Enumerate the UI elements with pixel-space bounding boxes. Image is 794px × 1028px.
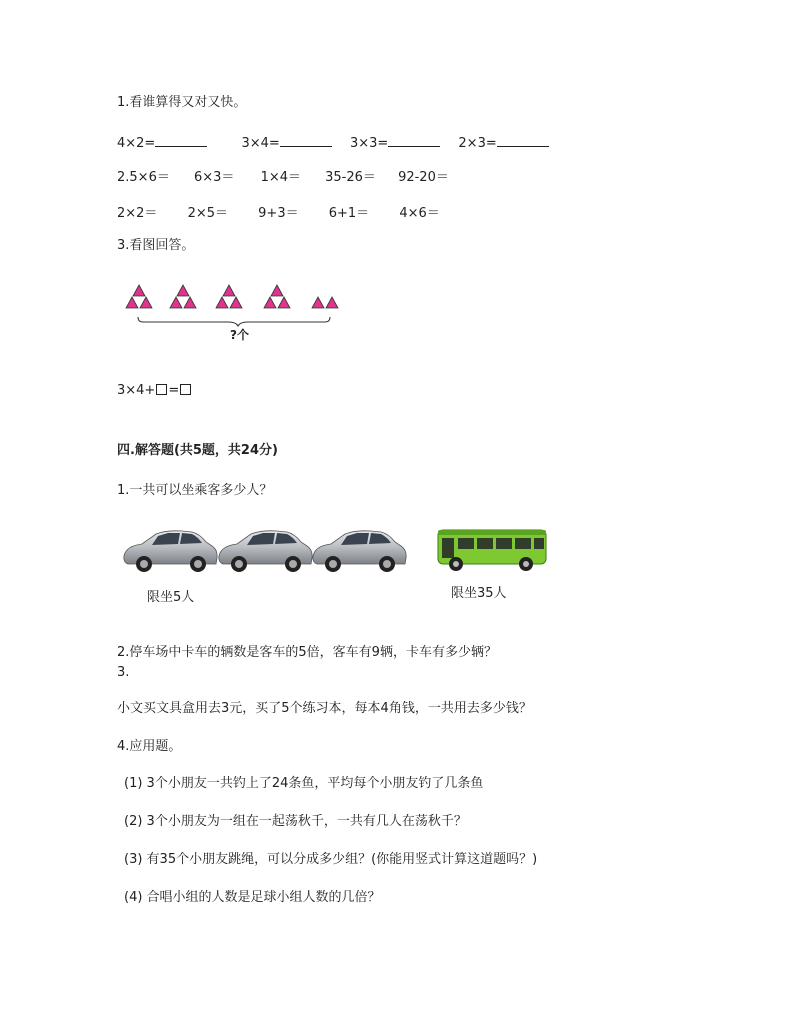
car-icon <box>313 531 406 572</box>
q3-title: 3.看图回答。 <box>117 238 195 253</box>
arith-row-1 <box>117 134 549 151</box>
answer-blank[interactable] <box>388 134 440 147</box>
arith-item: 2.5×6＝ <box>117 170 170 185</box>
triangle-mark <box>223 285 235 296</box>
arith-item: 2×3= <box>458 134 548 151</box>
q4-3-number: 3. <box>117 665 130 680</box>
triangle-mark <box>170 297 182 308</box>
bus-icon <box>438 530 546 571</box>
q4-1-text: 1.一共可以坐乘客多少人？ <box>117 483 273 498</box>
triangle-mark <box>264 297 276 308</box>
section-heading: 四.解答题(共5题，共24分) <box>117 443 278 458</box>
answer-blank[interactable] <box>280 134 332 147</box>
answer-blank[interactable] <box>155 134 207 147</box>
q4-4-item: (1) 3个小朋友一共钓上了24条鱼，平均每个小朋友钓了几条鱼 <box>124 776 484 791</box>
triangle-mark <box>126 297 138 308</box>
triangle-mark <box>216 297 228 308</box>
arith-item: 3×3= <box>350 134 440 151</box>
equals-sign: = <box>168 383 180 398</box>
q3-equation <box>117 382 192 400</box>
triangle-mark <box>326 297 338 308</box>
answer-blank[interactable] <box>497 134 549 147</box>
triangles <box>126 285 338 308</box>
arith-item: 1×4＝ <box>260 170 301 185</box>
arith-row-3 <box>117 202 440 221</box>
arith-item: 4×6＝ <box>399 206 440 221</box>
arith-item: 2×5＝ <box>187 206 229 221</box>
brace <box>138 317 330 326</box>
q4-4-item: (2) 3个小朋友为一组在一起荡秋千，一共有几人在荡秋千？ <box>124 814 467 829</box>
q4-2-text: 2.停车场中卡车的辆数是客车的5倍，客车有9辆，卡车有多少辆？ <box>117 645 497 660</box>
equation-text: 3×4+ <box>117 383 156 398</box>
q4-4-item: (4) 合唱小组的人数是足球小组人数的几倍？ <box>124 890 381 905</box>
arith-item: 6×3＝ <box>193 170 235 185</box>
car-icon <box>219 531 312 572</box>
arith-item: 6+1＝ <box>328 206 370 221</box>
arith-item: 92-20＝ <box>398 170 449 185</box>
q1-title: 1.看谁算得又对又快。 <box>117 95 247 110</box>
q4-3-text: 小文买文具盒用去3元，买了5个练习本，每本4角钱，一共用去多少钱？ <box>117 701 532 716</box>
arith-item: 4×2= <box>117 134 207 151</box>
bus-caption: 限坐35人 <box>451 586 507 601</box>
arith-item: 35-26＝ <box>325 170 376 185</box>
brace-label: ?个 <box>230 328 249 342</box>
triangle-mark <box>278 297 290 308</box>
triangle-mark <box>140 297 152 308</box>
triangle-mark <box>230 297 242 308</box>
triangle-figure <box>118 280 348 342</box>
arith-row-2 <box>117 166 449 185</box>
q4-4-item: (3) 有35个小朋友跳绳，可以分成多少组？(你能用竖式计算这道题吗？) <box>124 852 538 867</box>
arith-item: 3×4= <box>241 134 331 151</box>
q4-4-title: 4.应用题。 <box>117 739 182 754</box>
triangle-mark <box>133 285 145 296</box>
answer-box[interactable] <box>180 384 191 395</box>
triangle-mark <box>271 285 283 296</box>
arith-item: 2×2＝ <box>117 206 158 221</box>
vehicle-illustration <box>118 520 558 580</box>
car-caption: 限坐5人 <box>147 590 195 605</box>
triangle-mark <box>177 285 189 296</box>
triangle-mark <box>184 297 196 308</box>
answer-box[interactable] <box>156 384 167 395</box>
arith-item: 9+3＝ <box>258 206 299 221</box>
car-icon <box>124 531 217 572</box>
triangle-mark <box>312 297 324 308</box>
